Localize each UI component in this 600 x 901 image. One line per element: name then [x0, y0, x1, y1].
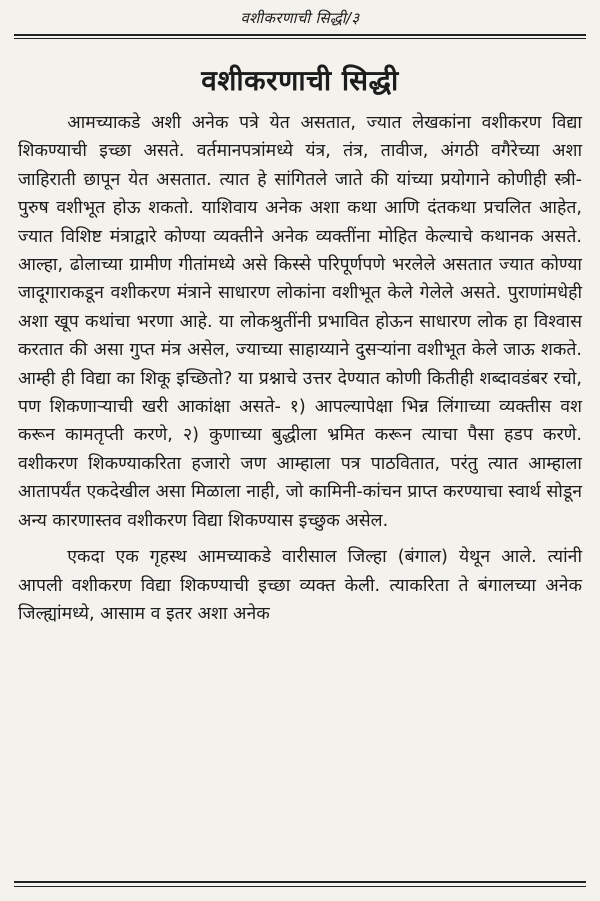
header-rule: [14, 34, 586, 39]
paragraph: एकदा एक गृहस्थ आमच्याकडे वारीसाल जिल्हा (बंगाल) येथून आले. त्यांनी आपली वशीकरण विद्या शिकण्याची इच्छा व्यक्त केली. त्याकरिता ते बंगालच्या अनेक जिल्ह्यांमध्ये, आसाम व इतर अशा अनेक: [18, 547, 582, 624]
body-text: [14, 109, 586, 628]
footer-rule: [14, 881, 586, 887]
running-header: वशीकरणाची सिद्धी/३: [240, 9, 360, 27]
chapter-title: वशीकरणाची सिद्धी: [201, 64, 399, 97]
paragraph: आमच्याकडे अशी अनेक पत्रे येत असतात, ज्यात लेखकांना वशीकरण विद्या शिकण्याची इच्छा असते. वर्तमानपत्रांमध्ये यंत्र, तंत्र, तावीज, अंगठी वगैरेच्या अशा जाहिराती छापून येत असतात. त्यात हे सांगितले जाते की यांच्या प्रयोगाने कोणीही स्त्री-पुरुष वशीभूत होऊ शकतो. याशिवाय अनेक अशा कथा आणि दंतकथा प्रचलित आहेत, ज्यात विशिष्ट मंत्राद्वारे कोण्या व्यक्तीने अनेक व्यक्तींना मोहित केल्याचे कथानक असते. आल्हा, ढोलाच्या ग्रामीण गीतांमध्ये असे किस्से परिपूर्णपणे भरलेले असतात ज्यात कोण्या जादूगाराकडून वशीकरण मंत्राने साधारण लोकांना वशीभूत केले गेलेले असते. पुराणांमधेही अशा खूप कथांचा भरणा आहे. या लोकश्रुतींनी प्रभावित होऊन साधारण लोक हा विश्वास करतात की असा गुप्त मंत्र असेल, ज्याच्या साहाय्याने दुसऱ्यांना वशीभूत केले जाऊ शकते. आम्ही ही विद्या का शिकू इच्छितो? या प्रश्नाचे उत्तर देण्यात कोणी कितीही शब्दावडंबर रचो, पण शिकणाऱ्याची खरी आकांक्षा असते- १) आपल्यापेक्षा भिन्न लिंगाच्या व्यक्तीस वश करून कामतृप्ती करणे, २) कुणाच्या बुद्धीला भ्रमित करून त्याचा पैसा हडप करणे. वशीकरण शिकण्याकरिता हजारो जण आम्हाला पत्र पाठवितात, परंतु त्यात आम्हाला आतापर्यंत एकदेखील असा मिळाला नाही, जो कामिनी-कांचन प्राप्त करण्याचा स्वार्थ सोडून अन्य कारणास्तव वशीकरण विद्या शिकण्यास इच्छुक असेल.: [18, 113, 582, 531]
